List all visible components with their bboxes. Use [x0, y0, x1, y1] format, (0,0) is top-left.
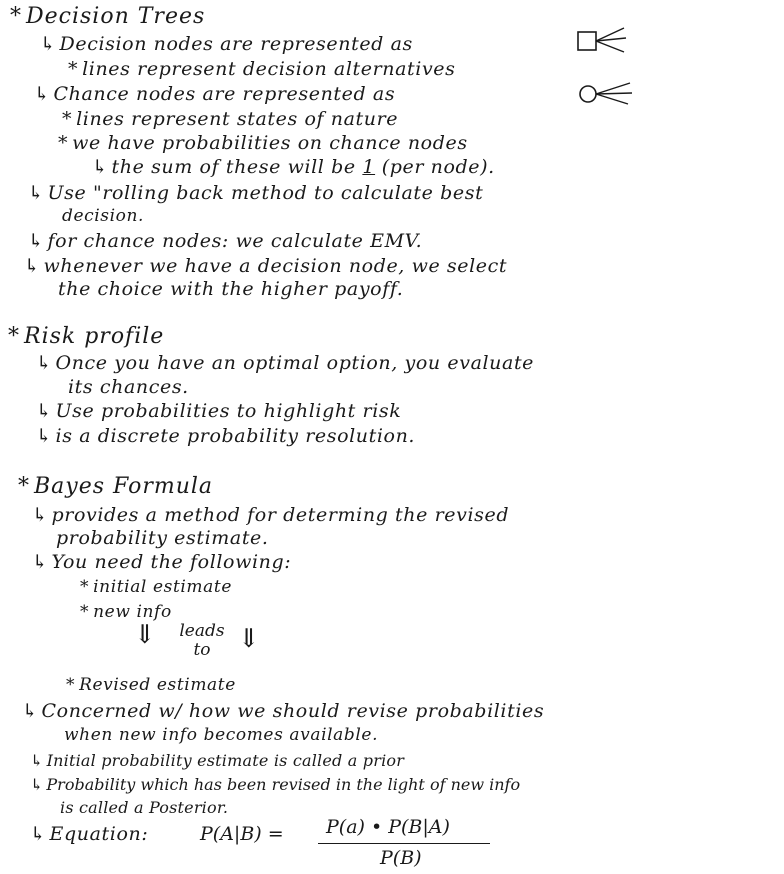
star-bullet: * [58, 132, 69, 154]
note-line: ↳ for chance nodes: we calculate EMV. [28, 230, 423, 252]
arrow-bullet: ↳ [28, 182, 45, 204]
arrow-bullet: ↳ [36, 425, 53, 447]
arrow-bullet: ↳ [36, 352, 53, 374]
arrow-bullet: ↳ [32, 504, 49, 526]
note-line: ↳ Probability which has been revised in the light of new info [30, 775, 521, 794]
note-line: * lines represent decision alternatives [68, 58, 456, 80]
arrow-bullet: ↳ [34, 83, 51, 105]
arrow-bullet: ↳ [36, 400, 53, 422]
note-line: * new info [80, 602, 172, 622]
note-line: when new info becomes available. [64, 725, 379, 745]
note-line: ↳ Initial probability estimate is called a prior [30, 751, 405, 770]
down-arrow-icon: ⇓ [134, 620, 156, 650]
note-line: * initial estimate [80, 577, 232, 597]
decision-node-square-icon [574, 26, 630, 60]
star-bullet: * [62, 108, 73, 130]
heading-risk-profile: * Risk profile [8, 324, 165, 349]
arrow-bullet: ↳ [30, 823, 47, 845]
star-bullet: * [80, 602, 90, 622]
note-line: ↳ Decision nodes are represented as [40, 33, 413, 55]
note-line: ↳ the sum of these will be 1 (per node). [92, 156, 495, 178]
note-line: ↳ is a discrete probability resolution. [36, 425, 416, 447]
star-bullet: * [66, 675, 76, 695]
note-line: * Revised estimate [66, 675, 236, 695]
leads-to-label: leads to [179, 621, 225, 660]
star-bullet: * [18, 474, 30, 499]
note-line: * lines represent states of nature [62, 108, 399, 130]
note-line: ↳ Chance nodes are represented as [34, 83, 396, 105]
arrow-bullet: ↳ [30, 751, 44, 770]
down-arrow-icon: ⇓ [238, 624, 260, 654]
heading-decision-trees: * Decision Trees [10, 4, 206, 29]
arrow-bullet: ↳ [28, 230, 45, 252]
note-line: ↳ Concerned w/ how we should revise probabilities [22, 700, 545, 722]
note-line: ↳ Use probabilities to highlight risk [36, 400, 402, 422]
arrow-bullet: ↳ [30, 775, 44, 794]
heading-bayes-formula: * Bayes Formula [18, 474, 214, 499]
note-line: ↳ You need the following: [32, 551, 292, 573]
note-line: probability estimate. [56, 527, 269, 549]
arrow-bullet: ↳ [92, 156, 109, 178]
star-bullet: * [10, 4, 22, 29]
star-bullet: * [80, 577, 90, 597]
note-line: ↳ whenever we have a decision node, we select [24, 255, 508, 277]
chance-node-circle-icon [576, 80, 636, 110]
equation-label: ↳ Equation: [30, 823, 149, 845]
note-line: ↳ Use "rolling back method to calculate best [28, 182, 484, 204]
note-line: the choice with the higher payoff. [58, 278, 404, 300]
note-line: * we have probabilities on chance nodes [58, 132, 468, 154]
equation-denominator: P(B) [380, 847, 422, 869]
arrow-bullet: ↳ [24, 255, 41, 277]
arrow-bullet: ↳ [40, 33, 57, 55]
note-line: ↳ provides a method for determing the revised [32, 504, 510, 526]
arrow-bullet: ↳ [22, 700, 39, 722]
note-line: is called a Posterior. [60, 798, 229, 817]
arrow-bullet: ↳ [32, 551, 49, 573]
note-line: its chances. [68, 376, 189, 398]
note-line: decision. [62, 206, 145, 226]
star-bullet: * [68, 58, 79, 80]
equation-numerator: P(a) • P(B|A) [326, 816, 450, 838]
note-line: ↳ Once you have an optimal option, you evaluate [36, 352, 535, 374]
star-bullet: * [8, 324, 20, 349]
equation-lhs: P(A|B) = [200, 823, 284, 845]
fraction-bar [318, 843, 490, 844]
